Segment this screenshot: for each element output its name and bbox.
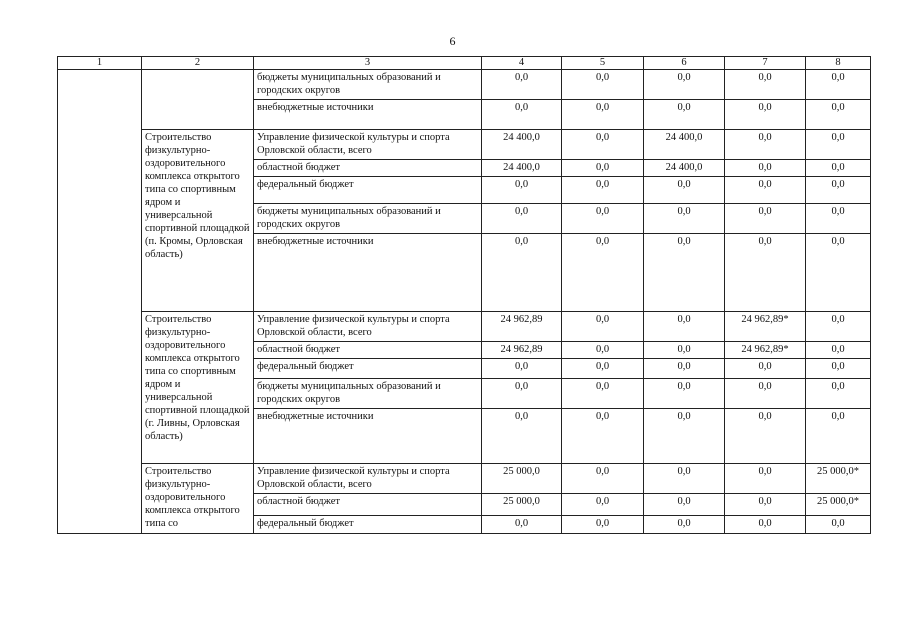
value-cell: 0,0 <box>806 177 871 204</box>
funding-source: бюджеты муниципальных образований и городских округов <box>254 204 482 234</box>
item-name-cell: Строительство физкультурно-оздоровительного комплекса открытого типа со <box>142 464 254 534</box>
value-cell: 24 962,89* <box>725 342 806 359</box>
item-name-cell: Строительство физкультурно-оздоровительного комплекса открытого типа со спортивным ядром и универсальной спортивной площадкой (г. Ливны, Орловская область) <box>142 312 254 464</box>
value-cell: 0,0 <box>562 516 644 534</box>
value-cell: 0,0 <box>644 70 725 100</box>
value-cell: 0,0 <box>806 359 871 379</box>
value-cell: 0,0 <box>725 516 806 534</box>
page-number: 6 <box>449 34 456 48</box>
funding-source: федеральный бюджет <box>254 359 482 379</box>
value-cell: 0,0 <box>644 204 725 234</box>
value-cell: 0,0 <box>644 464 725 494</box>
column-header: 7 <box>725 57 806 70</box>
value-cell: 0,0 <box>562 359 644 379</box>
value-cell: 0,0 <box>806 312 871 342</box>
funding-source: Управление физической культуры и спорта Орловской области, всего <box>254 130 482 160</box>
funding-source: областной бюджет <box>254 494 482 516</box>
funding-source: внебюджетные источники <box>254 234 482 312</box>
value-cell: 0,0 <box>806 130 871 160</box>
column-header: 4 <box>482 57 562 70</box>
column-header-row <box>58 57 871 70</box>
value-cell: 24 400,0 <box>482 160 562 177</box>
value-cell: 0,0 <box>644 379 725 409</box>
col1-cell <box>58 70 142 534</box>
funding-source: областной бюджет <box>254 160 482 177</box>
value-cell: 0,0 <box>644 359 725 379</box>
funding-source: областной бюджет <box>254 342 482 359</box>
value-cell: 0,0 <box>482 379 562 409</box>
column-header: 8 <box>806 57 871 70</box>
value-cell: 0,0 <box>482 359 562 379</box>
value-cell: 0,0 <box>562 234 644 312</box>
table-row <box>58 130 871 160</box>
value-cell: 0,0 <box>725 234 806 312</box>
table-row <box>58 312 871 342</box>
value-cell: 0,0 <box>562 160 644 177</box>
value-cell: 0,0 <box>725 379 806 409</box>
funding-source: Управление физической культуры и спорта Орловской области, всего <box>254 464 482 494</box>
column-header: 1 <box>58 57 142 70</box>
value-cell: 0,0 <box>806 100 871 130</box>
value-cell: 0,0 <box>562 494 644 516</box>
funding-source: бюджеты муниципальных образований и городских округов <box>254 379 482 409</box>
value-cell: 0,0 <box>806 379 871 409</box>
value-cell: 0,0 <box>644 100 725 130</box>
value-cell: 24 400,0 <box>482 130 562 160</box>
value-cell: 0,0 <box>806 160 871 177</box>
value-cell: 0,0 <box>482 409 562 464</box>
value-cell: 0,0 <box>562 177 644 204</box>
value-cell: 24 962,89 <box>482 342 562 359</box>
value-cell: 0,0 <box>562 409 644 464</box>
value-cell: 0,0 <box>562 100 644 130</box>
budget-table <box>57 56 871 534</box>
value-cell: 0,0 <box>562 204 644 234</box>
funding-source: внебюджетные источники <box>254 409 482 464</box>
value-cell: 0,0 <box>562 312 644 342</box>
funding-source: Управление физической культуры и спорта Орловской области, всего <box>254 312 482 342</box>
value-cell: 25 000,0 <box>482 494 562 516</box>
funding-source: внебюджетные источники <box>254 100 482 130</box>
column-header: 5 <box>562 57 644 70</box>
value-cell: 0,0 <box>806 70 871 100</box>
value-cell: 0,0 <box>806 409 871 464</box>
value-cell: 24 962,89* <box>725 312 806 342</box>
table-row <box>58 70 871 100</box>
value-cell: 0,0 <box>562 464 644 494</box>
funding-source: федеральный бюджет <box>254 177 482 204</box>
value-cell: 0,0 <box>482 70 562 100</box>
value-cell: 0,0 <box>482 177 562 204</box>
value-cell: 0,0 <box>644 409 725 464</box>
value-cell: 24 400,0 <box>644 160 725 177</box>
item-name-cell: Строительство физкультурно-оздоровительного комплекса открытого типа со спортивным ядром и универсальной спортивной площадкой (п. Кромы, Орловская область) <box>142 130 254 312</box>
value-cell: 0,0 <box>644 312 725 342</box>
value-cell: 25 000,0* <box>806 464 871 494</box>
value-cell: 0,0 <box>482 204 562 234</box>
column-header: 2 <box>142 57 254 70</box>
value-cell: 0,0 <box>482 100 562 130</box>
value-cell: 0,0 <box>725 494 806 516</box>
value-cell: 0,0 <box>725 359 806 379</box>
value-cell: 0,0 <box>644 234 725 312</box>
value-cell: 0,0 <box>806 516 871 534</box>
value-cell: 0,0 <box>644 177 725 204</box>
value-cell: 0,0 <box>644 516 725 534</box>
column-header: 3 <box>254 57 482 70</box>
funding-source: федеральный бюджет <box>254 516 482 534</box>
value-cell: 24 962,89 <box>482 312 562 342</box>
column-header: 6 <box>644 57 725 70</box>
value-cell: 24 400,0 <box>644 130 725 160</box>
value-cell: 0,0 <box>482 516 562 534</box>
value-cell: 0,0 <box>562 130 644 160</box>
value-cell: 0,0 <box>725 177 806 204</box>
value-cell: 0,0 <box>806 204 871 234</box>
value-cell: 0,0 <box>725 100 806 130</box>
value-cell: 0,0 <box>725 130 806 160</box>
value-cell: 0,0 <box>725 160 806 177</box>
value-cell: 0,0 <box>725 204 806 234</box>
value-cell: 0,0 <box>562 70 644 100</box>
value-cell: 0,0 <box>562 342 644 359</box>
value-cell: 0,0 <box>562 379 644 409</box>
value-cell: 0,0 <box>725 464 806 494</box>
value-cell: 0,0 <box>725 409 806 464</box>
value-cell: 25 000,0* <box>806 494 871 516</box>
value-cell: 0,0 <box>725 70 806 100</box>
item-name-cell <box>142 70 254 130</box>
funding-source: бюджеты муниципальных образований и городских округов <box>254 70 482 100</box>
value-cell: 0,0 <box>644 342 725 359</box>
value-cell: 0,0 <box>644 494 725 516</box>
value-cell: 0,0 <box>806 234 871 312</box>
value-cell: 0,0 <box>482 234 562 312</box>
table-row <box>58 464 871 494</box>
value-cell: 0,0 <box>806 342 871 359</box>
value-cell: 25 000,0 <box>482 464 562 494</box>
